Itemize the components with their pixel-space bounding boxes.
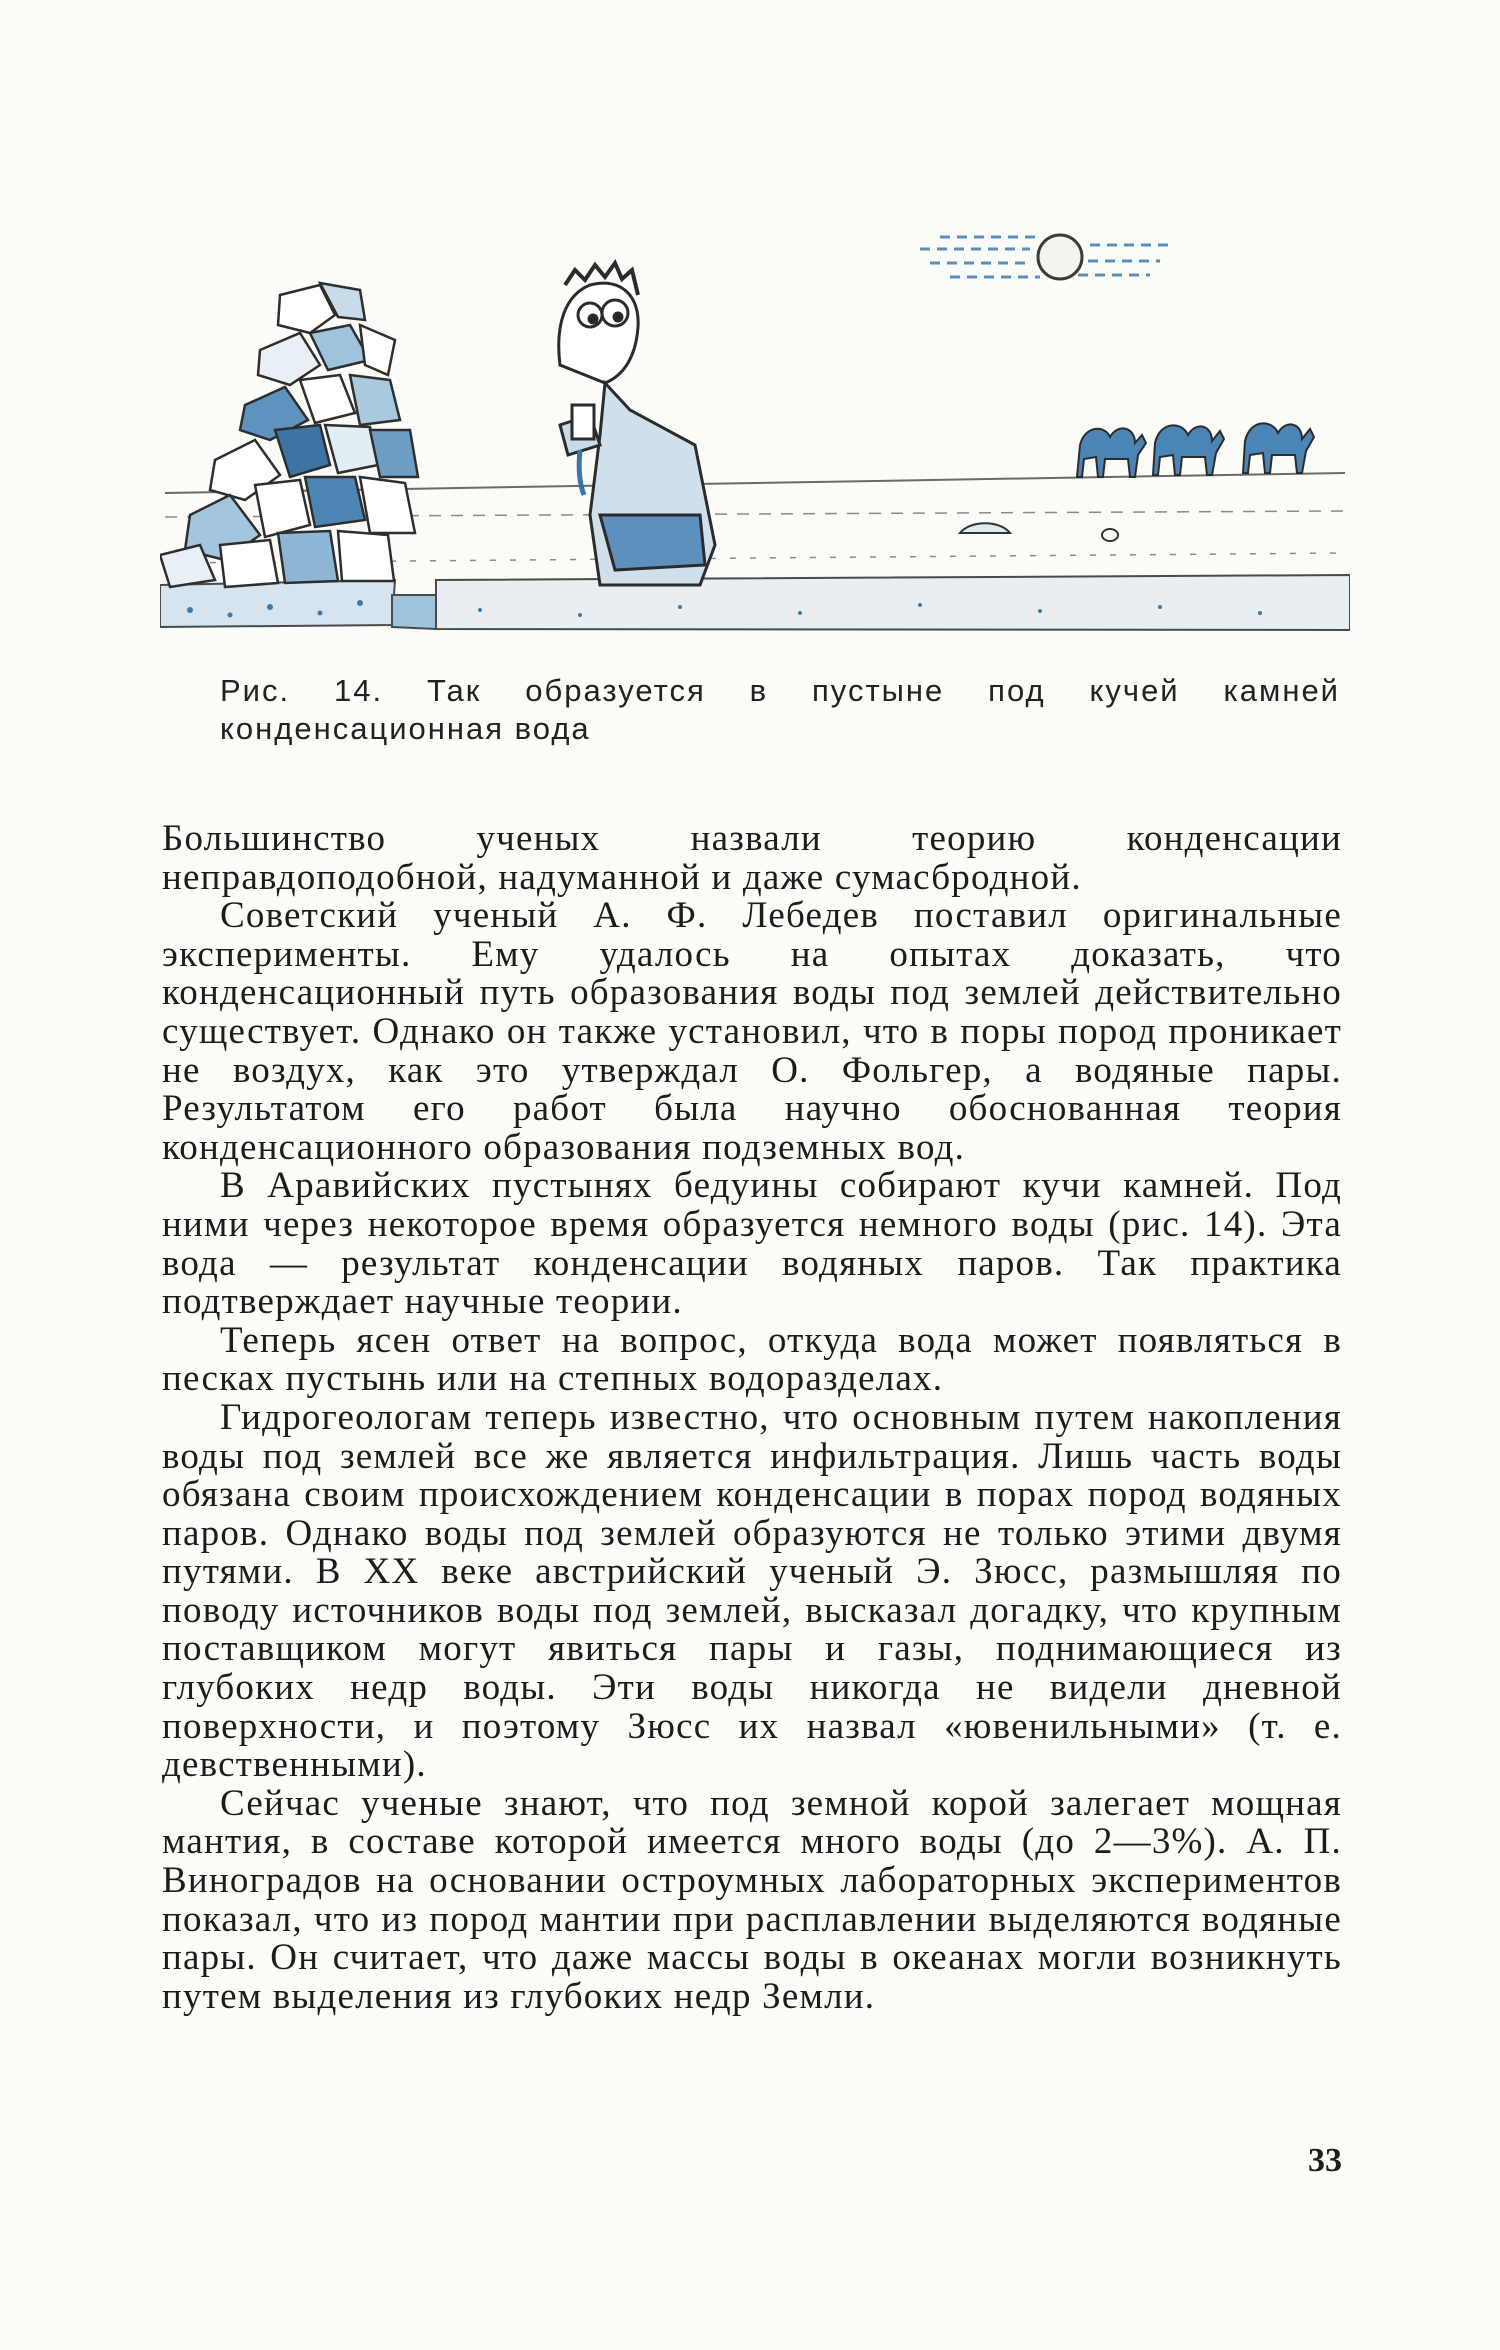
stone-pile (160, 283, 418, 587)
small-rock (960, 523, 1118, 541)
paragraph-6: Сейчас ученые знают, что под земной корой залегает мощная мантия, в составе которой имеется много воды (до 2—3%). А. П. Виноградов на основании остроумных лабораторных экспериментов показал, что из пород мантии при расплавлении выделяются водяные пары. Он считает, что даже массы воды в океанах могли возникнуть путем выделения из глубоких недр Земли. (162, 1782, 1342, 2017)
camel-caravan (1077, 423, 1314, 477)
paragraph-2: Советский ученый А. Ф. Лебедев поставил оригинальные эксперименты. Ему удалось на опытах доказать, что конденсационный путь образования воды под землей действительно существует. Однако он также установил, что в поры пород проникает не воздух, как это утверждал О. Фольгер, а водяные пары. Результатом его работ была научно обоснованная теория конденсационного образования подземных вод. (162, 895, 1342, 1168)
desert-condensation-illustration (160, 215, 1350, 635)
figure-caption: Рис. 14. Так образуется в пустыне под кучей камней конденсационная вода (220, 673, 1340, 746)
sun-icon (920, 235, 1170, 279)
man-drinking-figure (559, 263, 715, 585)
body-text (162, 820, 1342, 2016)
paragraph-5: Гидрогеологам теперь известно, что основным путем накопления воды под землей все же является инфильтрация. Лишь часть воды обязана своим происхождением конденсации в порах пород водяных паров. Однако воды под землей образуются не только этими двумя путями. В XX веке австрийский ученый Э. Зюсс, размышляя по поводу источников воды под землей, высказал догадку, что крупным поставщиком могут явиться пары и газы, поднимающиеся из глубоких недр воды. Эти воды никогда не видели дневной поверхности, и поэтому Зюсс их назвал «ювенильными» (т. е. девственными). (162, 1396, 1342, 1786)
paragraph-3: В Аравийских пустынях бедуины собирают кучи камней. Под ними через некоторое время образуется немного воды (рис. 14). Эта вода — результат конденсации водяных паров. Так практика подтверждает научные теории. (162, 1165, 1342, 1323)
paragraph-1: Большинство ученых назвали теорию конденсации неправдоподобной, надуманной и даже сумасбродной. (162, 818, 1342, 898)
paragraph-4: Теперь ясен ответ на вопрос, откуда вода может появляться в песках пустынь или на степных водоразделах. (162, 1319, 1342, 1400)
page-number: 33 (1308, 2142, 1342, 2179)
